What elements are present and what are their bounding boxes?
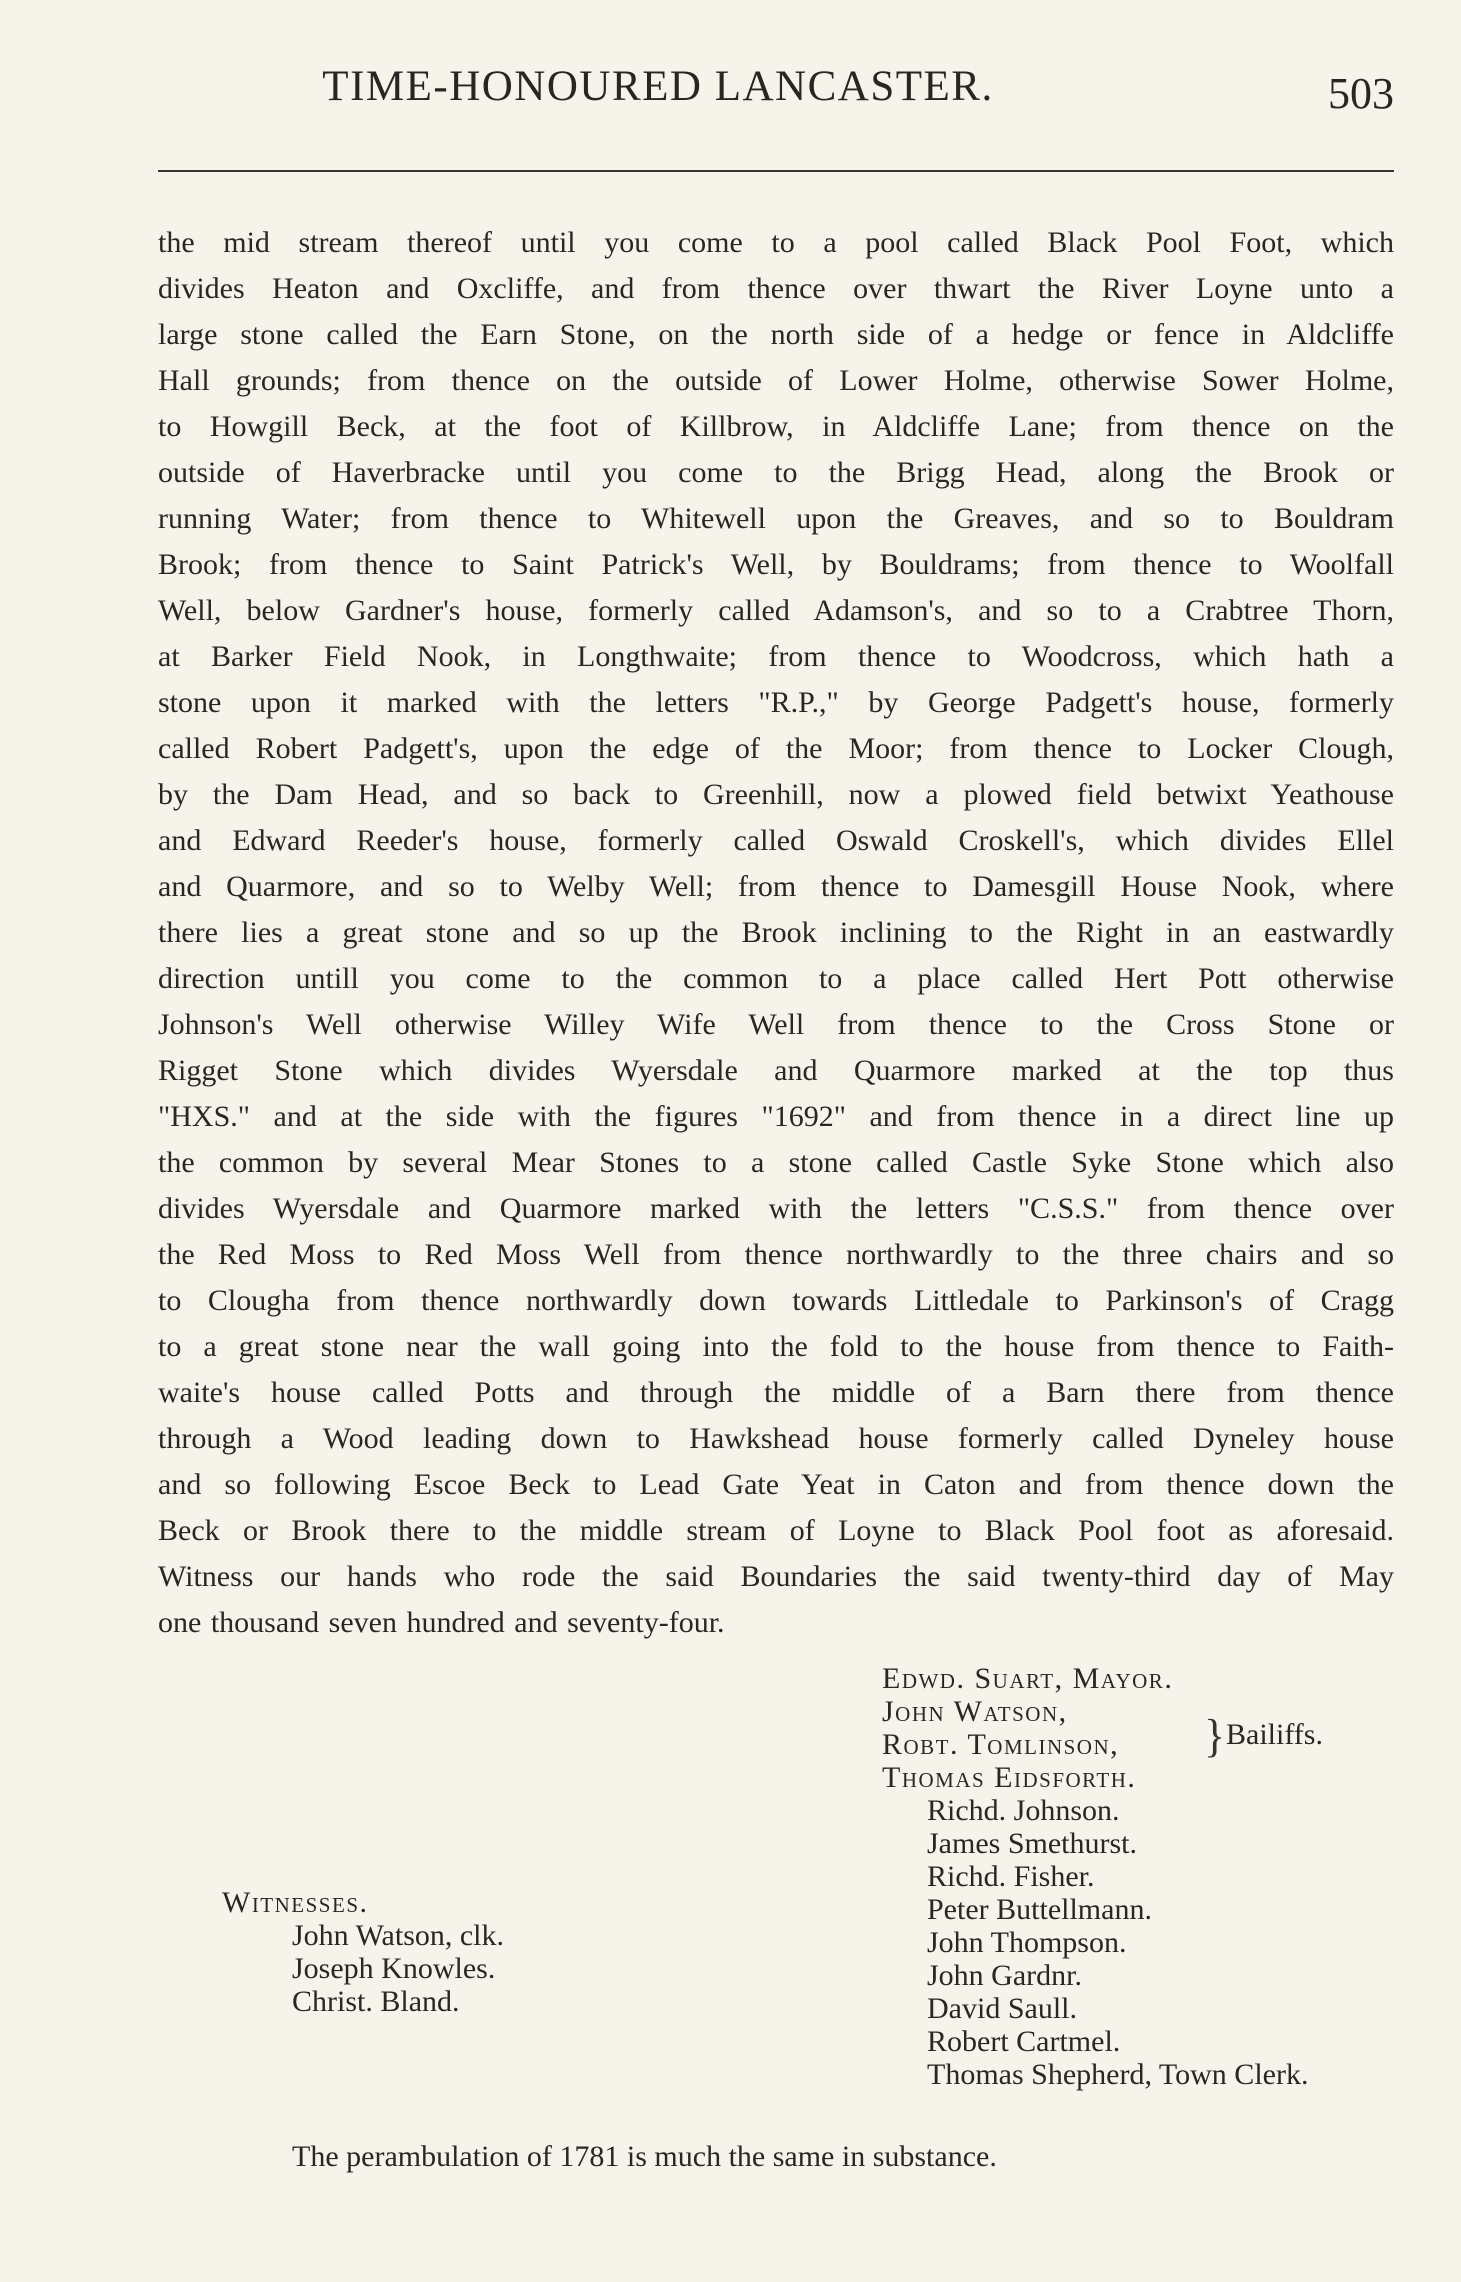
- bailiffs-label: Bailiffs.: [1226, 1718, 1323, 1751]
- signatory-town-clerk: Thomas Shepherd, Town Clerk.: [927, 2058, 1309, 2091]
- signatory-eidsforth: Thomas Eidsforth.: [882, 1761, 1137, 1794]
- signatory-mayor: Edwd. Suart, Mayor.: [882, 1662, 1174, 1695]
- signatory: James Smethurst.: [927, 1827, 1137, 1860]
- text-line: the mid stream thereof until you come to a pool called Black Pool Foot, which: [158, 226, 1394, 259]
- text-line: there lies a great stone and so up the Brook inclining to the Right in an eastwardly: [158, 916, 1394, 949]
- text-line: the Red Moss to Red Moss Well from thence northwardly to the three chairs and so: [158, 1238, 1394, 1271]
- signatory: Richd. Fisher.: [927, 1860, 1095, 1893]
- text-line: by the Dam Head, and so back to Greenhill, now a plowed field betwixt Yeathouse: [158, 778, 1394, 811]
- text-line: running Water; from thence to Whitewell upon the Greaves, and so to Bouldram: [158, 502, 1394, 535]
- page-number: 503: [1328, 69, 1394, 118]
- text-line: called Robert Padgett's, upon the edge of the Moor; from thence to Locker Clough,: [158, 732, 1394, 765]
- text-line: one thousand seven hundred and seventy-four.: [158, 1606, 725, 1639]
- text-line: Brook; from thence to Saint Patrick's Well, by Bouldrams; from thence to Woolfall: [158, 548, 1394, 581]
- body-text: [158, 220, 1394, 1646]
- signatory: Robert Cartmel.: [927, 2025, 1121, 2058]
- running-head: TIME-HONOURED LANCASTER.: [322, 63, 994, 110]
- footer-note: The perambulation of 1781 is much the same in substance.: [292, 2140, 997, 2173]
- text-line: large stone called the Earn Stone, on the north side of a hedge or fence in Aldcliffe: [158, 318, 1394, 351]
- text-line: divides Heaton and Oxcliffe, and from thence over thwart the River Loyne unto a: [158, 272, 1394, 305]
- text-line: divides Wyersdale and Quarmore marked with the letters "C.S.S." from thence over: [158, 1192, 1394, 1225]
- text-line: Beck or Brook there to the middle stream of Loyne to Black Pool foot as aforesaid.: [158, 1514, 1394, 1547]
- text-line: "HXS." and at the side with the figures "1692" and from thence in a direct line up: [158, 1100, 1394, 1133]
- page-header: [158, 62, 1394, 122]
- text-line: to a great stone near the wall going into the fold to the house from thence to Faith-: [158, 1330, 1394, 1363]
- text-line: Hall grounds; from thence on the outside of Lower Holme, otherwise Sower Holme,: [158, 364, 1394, 397]
- signatory: John Thompson.: [927, 1926, 1127, 1959]
- text-line: Johnson's Well otherwise Willey Wife Well from thence to the Cross Stone or: [158, 1008, 1394, 1041]
- text-line: and Quarmore, and so to Welby Well; from thence to Damesgill House Nook, where: [158, 870, 1394, 903]
- signatories: [882, 1662, 1402, 2091]
- text-line: at Barker Field Nook, in Longthwaite; from thence to Woodcross, which hath a: [158, 640, 1394, 673]
- signatory-bailiff: John Watson,: [882, 1695, 1068, 1728]
- witness: John Watson, clk.: [292, 1919, 505, 1952]
- signatory: Peter Buttellmann.: [927, 1893, 1152, 1926]
- signatory: David Saull.: [927, 1992, 1077, 2025]
- text-line: Rigget Stone which divides Wyersdale and Quarmore marked at the top thus: [158, 1054, 1394, 1087]
- text-line: outside of Haverbracke until you come to the Brigg Head, along the Brook or: [158, 456, 1394, 489]
- signatory: John Gardnr.: [927, 1959, 1082, 1992]
- signatory: Richd. Johnson.: [927, 1794, 1120, 1827]
- header-rule: [158, 170, 1394, 172]
- witnesses-label: Witnesses.: [222, 1886, 369, 1919]
- text-line: Witness our hands who rode the said Boundaries the said twenty-third day of May: [158, 1560, 1394, 1593]
- signatory-bailiff: Robt. Tomlinson,: [882, 1728, 1120, 1761]
- witness: Christ. Bland.: [292, 1985, 460, 2018]
- text-line: waite's house called Potts and through the middle of a Barn there from thence: [158, 1376, 1394, 1409]
- text-line: stone upon it marked with the letters "R.P.," by George Padgett's house, formerly: [158, 686, 1394, 719]
- text-line: through a Wood leading down to Hawkshead house formerly called Dyneley house: [158, 1422, 1394, 1455]
- witnesses: [222, 1886, 504, 2018]
- witness: Joseph Knowles.: [292, 1952, 496, 1985]
- text-line: and so following Escoe Beck to Lead Gate Yeat in Caton and from thence down the: [158, 1468, 1394, 1501]
- text-line: the common by several Mear Stones to a stone called Castle Syke Stone which also: [158, 1146, 1394, 1179]
- text-line: to Howgill Beck, at the foot of Killbrow, in Aldcliffe Lane; from thence on the: [158, 410, 1394, 443]
- bailiffs-brace: }: [1204, 1710, 1226, 1763]
- text-line: Well, below Gardner's house, formerly called Adamson's, and so to a Crabtree Thorn,: [158, 594, 1394, 627]
- text-line: direction untill you come to the common to a place called Hert Pott otherwise: [158, 962, 1394, 995]
- text-line: to Clougha from thence northwardly down towards Littledale to Parkinson's of Cragg: [158, 1284, 1394, 1317]
- text-line: and Edward Reeder's house, formerly called Oswald Croskell's, which divides Ellel: [158, 824, 1394, 857]
